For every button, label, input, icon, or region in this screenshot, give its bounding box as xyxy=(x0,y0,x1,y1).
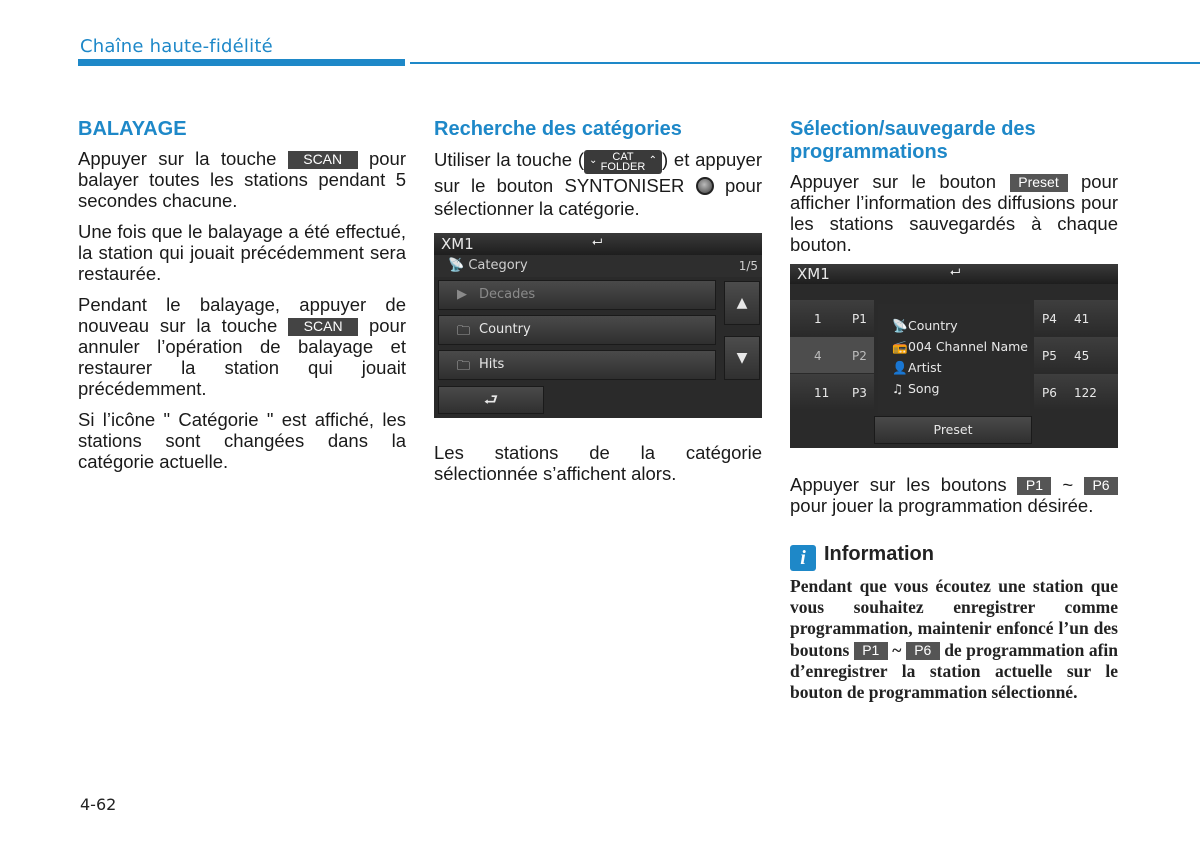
folder-icon: 🗀 xyxy=(457,359,471,374)
back-arrow-icon: ⮐ xyxy=(483,390,499,409)
source-label: XM1 xyxy=(797,265,830,283)
screen-status-bar xyxy=(434,233,762,255)
page-number: 4-62 xyxy=(80,795,117,814)
paragraph: Une fois que le balayage a été effectué, la station qui jouait précédemment sera restaurée. xyxy=(78,221,406,284)
heading-scan: BALAYAGE xyxy=(78,118,187,140)
preset-button-p1[interactable]: 1 P1 xyxy=(790,300,874,336)
p6-key: P6 xyxy=(906,642,940,660)
screen-status-bar xyxy=(790,264,1118,284)
chevron-down-icon: ⌄ xyxy=(588,155,598,166)
info-icon: i xyxy=(790,545,816,571)
category-row: 📡 Category 1/5 xyxy=(434,255,762,277)
p1-key: P1 xyxy=(1017,477,1051,495)
preset-button-p3[interactable]: 11 P3 xyxy=(790,374,874,410)
list-item[interactable]: ▶ Decades xyxy=(438,280,716,310)
scroll-down-button[interactable] xyxy=(724,336,760,380)
paragraph: Les stations de la catégorie sélectionnée s’affichent alors. xyxy=(434,442,762,484)
header-rule-thin xyxy=(410,62,1200,64)
list-item[interactable]: 🗀 Country xyxy=(438,315,716,345)
p1-key: P1 xyxy=(854,642,888,660)
preset-key: Preset xyxy=(1010,174,1068,192)
page-indicator: 1/5 xyxy=(738,259,758,273)
paragraph: Pendant le balayage, appuyer de nouveau sur la touche SCAN pour annuler l’opération de balayage et restaurer la station qui jouait précédemment. xyxy=(78,294,407,399)
satellite-icon: 📡 xyxy=(448,258,465,273)
category-screen xyxy=(434,233,762,418)
paragraph: Si l’icône " Catégorie " est affiché, les stations sont changées dans la catégorie actuelle. xyxy=(78,409,406,472)
station-info-panel: 📡Country 📻004 Channel Name 👤Artist ♫ Song xyxy=(878,304,1030,414)
triangle-down-icon: ▼ xyxy=(736,350,748,366)
tune-knob-icon xyxy=(696,177,714,195)
paragraph: Appuyer sur la touche SCAN pour balayer toutes les stations pendant 5 secondes chacune. xyxy=(78,148,406,211)
music-note-icon: ♫ xyxy=(892,381,904,396)
scan-key: SCAN xyxy=(288,318,358,336)
preset-button[interactable]: Preset xyxy=(874,416,1032,444)
p6-key: P6 xyxy=(1084,477,1118,495)
triangle-up-icon: ▲ xyxy=(736,295,748,311)
back-button[interactable] xyxy=(438,386,544,414)
preset-button-p4[interactable]: P4 41 xyxy=(1034,300,1118,336)
paragraph: Appuyer sur le bouton Preset pour afficher l’information des diffusions pour les stations sauvegardés à chaque bouton. xyxy=(790,171,1119,255)
column-scan xyxy=(78,118,406,482)
person-icon: 👤 xyxy=(892,360,908,375)
list-item[interactable]: 🗀 Hits xyxy=(438,350,716,380)
heading-presets: Sélection/sauvegarde des programmations xyxy=(790,118,1036,163)
information-heading: i Information xyxy=(790,543,934,571)
paragraph: Utiliser la touche ( ⌄ CAT FOLDER ⌃ ) et appuyer sur le bouton SYNTONISER pour sélectionner la catégorie. xyxy=(434,149,762,219)
usb-icon: ⮠ xyxy=(950,265,961,280)
satellite-icon: 📡 xyxy=(892,318,908,333)
paragraph: Appuyer sur les boutons P1 ~ P6 pour jouer la programmation désirée. xyxy=(790,474,1118,516)
radio-icon: 📻 xyxy=(892,339,908,354)
scroll-up-button[interactable] xyxy=(724,281,760,325)
preset-button-p2[interactable]: 4 P2 xyxy=(790,337,874,373)
preset-button-p5[interactable]: P5 45 xyxy=(1034,337,1118,373)
folder-icon: 🗀 xyxy=(457,324,471,339)
header-rule-thick xyxy=(78,59,405,66)
scan-key: SCAN xyxy=(288,151,358,169)
section-title: Chaîne haute-fidélité xyxy=(80,36,273,57)
play-circle-icon: ▶ xyxy=(457,287,467,302)
chevron-up-icon: ⌃ xyxy=(648,155,657,166)
preset-screen xyxy=(790,264,1118,448)
usb-icon: ⮠ xyxy=(592,235,603,250)
column-category xyxy=(434,118,762,230)
heading-category: Recherche des catégories xyxy=(434,118,682,140)
information-body: Pendant que vous écoutez une station que vous souhaitez enregistrer comme programmation, maintenir enfoncé l’un des boutons P1 ~ P6 de programmation afin d’enregistrer la station actuelle sur le bouton de programmation sélectionné. xyxy=(790,576,1119,703)
column-presets xyxy=(790,118,1118,265)
cat-folder-key: ⌄ CAT FOLDER ⌃ xyxy=(584,150,662,174)
preset-button-p6[interactable]: P6 122 xyxy=(1034,374,1118,410)
source-label: XM1 xyxy=(441,235,474,253)
